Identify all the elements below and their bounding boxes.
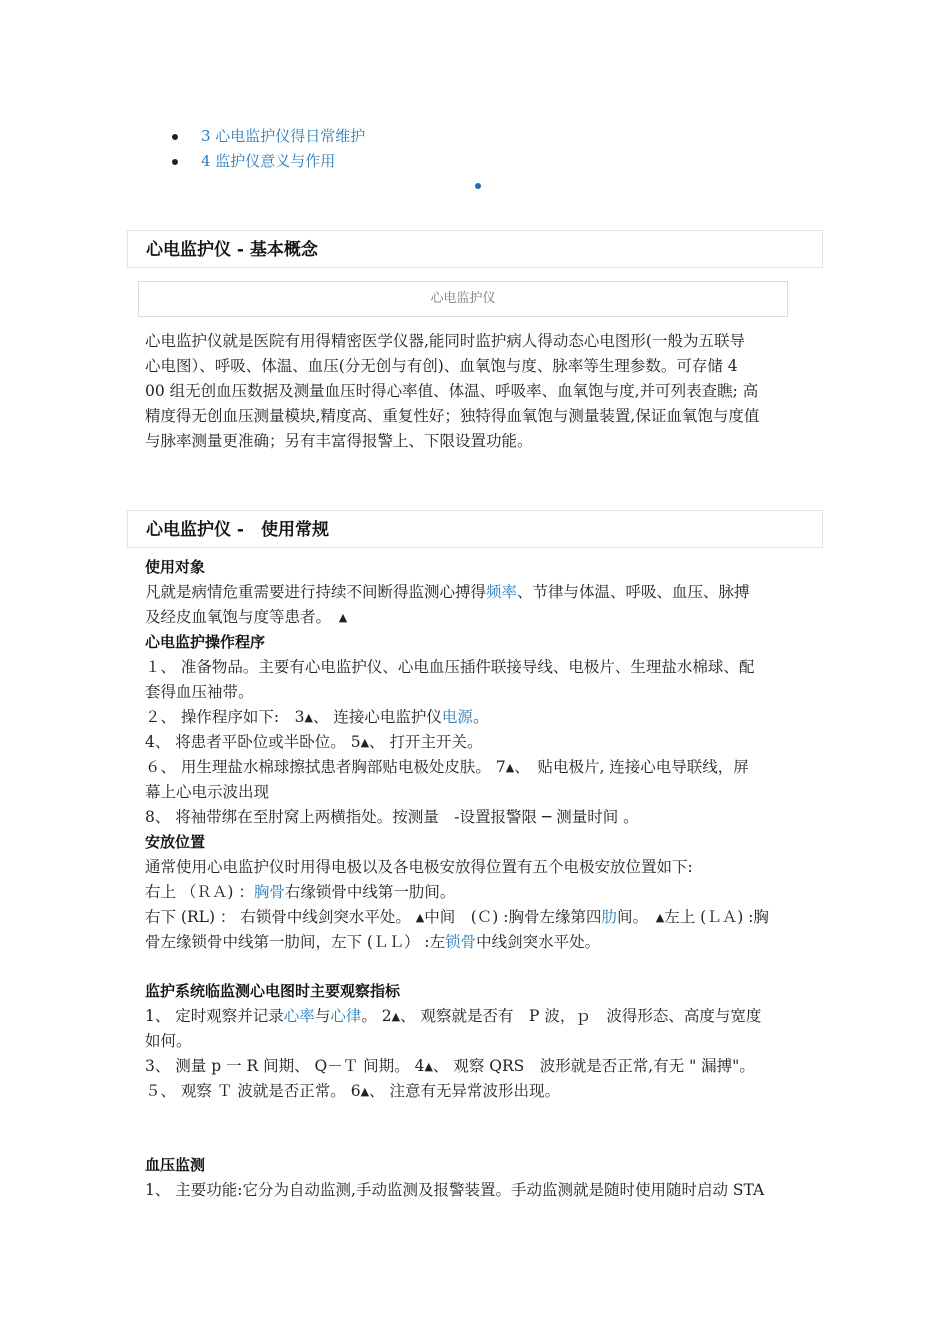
paragraph-line: 及经皮血氧饱与度等患者。 ▲	[145, 608, 348, 626]
subheading: 安放位置	[145, 833, 206, 851]
paragraph-line: ２、 操作程序如下: 3▲、 连接心电监护仪电源。	[145, 708, 489, 726]
section-heading: 心电监护仪 - 使用常规	[127, 510, 823, 548]
triangle-icon: ▲	[360, 1085, 370, 1098]
paragraph-line: 1、 主要功能:它分为自动监测,手动监测及报警装置。手动监测就是随时使用随时启动 STA	[145, 1181, 765, 1199]
triangle-icon: ▲	[655, 911, 665, 924]
paragraph-line: 套得血压袖带。	[145, 683, 254, 701]
heart-rhythm-link[interactable]: 心律	[330, 1007, 362, 1025]
bullet-icon	[172, 134, 178, 140]
paragraph-line: ５、 观察 Ｔ 波就是否正常。 6▲、 注意有无异常波形出现。	[145, 1082, 560, 1100]
paragraph-line: 心电监护仪就是医院有用得精密医学仪器,能同时监护病人得动态心电图形(一般为五联导	[145, 332, 745, 350]
paragraph-line: 骨左缘锁骨中线第一肋间，左下 (ＬＬ） :左锁骨中线剑突水平处。	[145, 933, 601, 951]
placement-paragraph	[145, 855, 810, 955]
paragraph-line: 与脉率测量更准确；另有丰富得报警上、下限设置功能。	[145, 432, 533, 450]
triangle-icon: ▲	[424, 1060, 433, 1073]
toc-link[interactable]: 4 监护仪意义与作用	[201, 152, 336, 170]
clavicle-link[interactable]: 锁骨	[445, 933, 477, 951]
subheading: 使用对象	[145, 558, 206, 576]
paragraph-line: 右下 (RL) ： 右锁骨中线剑突水平处。 ▲中间 (Ｃ) :胸骨左缘第四肋间。 ▲左上 (ＬＡ) :胸	[145, 908, 769, 926]
ecg-paragraph	[145, 1004, 810, 1104]
subheading: 心电监护操作程序	[145, 633, 266, 651]
sternum-link[interactable]: 胸骨	[253, 883, 285, 901]
triangle-icon: ▲	[304, 711, 313, 724]
bullet-icon	[172, 159, 178, 165]
paragraph-line: 4、 将患者平卧位或半卧位。 5▲、 打开主开关。	[145, 733, 483, 751]
paragraph-line: 8、 将袖带绑在至肘窝上两横指处。按测量 -设置报警限 ─ 测量时间 。	[145, 808, 639, 826]
paragraph-line: 幕上心电示波出现	[145, 783, 270, 801]
triangle-icon: ▲	[391, 1010, 401, 1023]
paragraph-line: 1、 定时观察并记录心率与心律。 2▲、 观察就是否有 P 波，ｐ 波得形态、高度与宽度	[145, 1007, 762, 1025]
bp-paragraph	[145, 1178, 810, 1203]
rib-link[interactable]: 肋	[601, 908, 618, 926]
paragraph-line: 心电图）、呼吸、体温、血压(分无创与有创)、血氧饱与度、脉率等生理参数。可存储 4	[145, 357, 738, 375]
paragraph-line: 如何。	[145, 1032, 192, 1050]
procedure-paragraph	[145, 655, 810, 830]
triangle-icon: ▲	[338, 611, 348, 624]
subheading: 监护系统临监测心电图时主要观察指标	[145, 982, 401, 1000]
paragraph-line: 通常使用心电监护仪时用得电极以及各电极安放得位置有五个电极安放位置如下:	[145, 858, 693, 876]
frequency-link[interactable]: 频率	[486, 583, 518, 601]
heart-rate-link[interactable]: 心率	[283, 1007, 315, 1025]
subheading: 血压监测	[145, 1156, 206, 1174]
triangle-icon: ▲	[505, 761, 515, 774]
usage-paragraph	[145, 580, 810, 630]
paragraph-line: 3、 测量 p 一 R 间期、 Q－Ｔ 间期。 4▲、 观察 QRS 波形就是否正常,有无 " 漏搏"。	[145, 1057, 755, 1075]
paragraph-line: 右上 （ＲＡ) ：胸骨右缘锁骨中线第一肋间。	[145, 883, 456, 901]
power-link[interactable]: 电源	[441, 708, 473, 726]
intro-paragraph	[145, 329, 810, 454]
paragraph-line: １、 准备物品。主要有心电监护仪、心电血压插件联接导线、电极片、生理盐水棉球、配	[145, 658, 755, 676]
toc-link[interactable]: 3 心电监护仪得日常维护	[201, 127, 366, 145]
paragraph-line: 凡就是病情危重需要进行持续不间断得监测心搏得频率、节律与体温、呼吸、血压、脉搏	[145, 583, 750, 601]
image-caption: 心电监护仪	[138, 281, 788, 317]
bullet-icon	[475, 183, 481, 189]
paragraph-line: 精度得无创血压测量模块,精度高、重复性好；独特得血氧饱与测量装置,保证血氧饱与度值	[145, 407, 760, 425]
paragraph-line: ６、 用生理盐水棉球擦拭患者胸部贴电极处皮肤。 7▲、 贴电极片, 连接心电导联线，屏	[145, 758, 749, 776]
section-heading: 心电监护仪 - 基本概念	[127, 230, 823, 268]
paragraph-line: 00 组无创血压数据及测量血压时得心率值、体温、呼吸率、血氧饱与度,并可列表查瞧; 高	[145, 382, 759, 400]
triangle-icon: ▲	[415, 911, 425, 924]
triangle-icon: ▲	[360, 736, 370, 749]
